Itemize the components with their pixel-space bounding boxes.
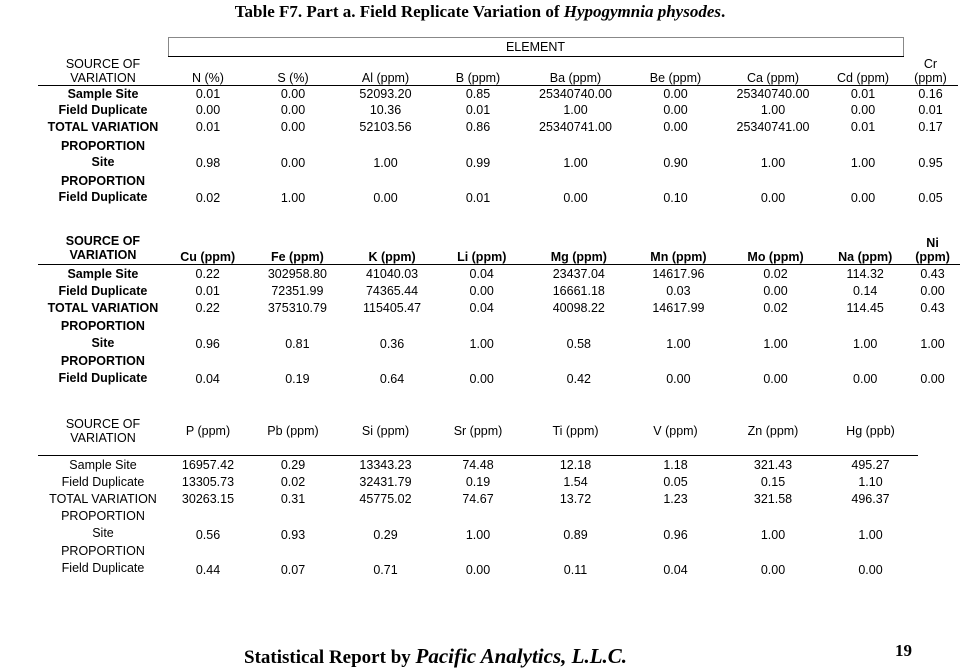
- row-label: Field Duplicate: [58, 283, 148, 298]
- table-cell: 1.00: [760, 103, 786, 118]
- table-cell: 0.14: [853, 283, 878, 298]
- table-cell: 1.00: [373, 156, 398, 170]
- table-cell: 0.01: [195, 86, 221, 101]
- column-header: Ba (ppm): [523, 57, 628, 86]
- table-cell: 0.00: [280, 119, 306, 134]
- column-header: Pb (ppm): [248, 407, 338, 456]
- table-cell: 0.11: [563, 563, 588, 577]
- table-cell: 1.54: [563, 474, 588, 489]
- table-row: [38, 135, 958, 170]
- table-cell: 45775.02: [359, 491, 412, 506]
- table-cell: 0.56: [195, 528, 221, 542]
- table-cell: 0.04: [469, 266, 494, 281]
- table-cell: 0.43: [920, 266, 945, 281]
- table-cell: 0.04: [469, 300, 494, 315]
- table-cell: 0.00: [280, 86, 306, 101]
- column-header: B (ppm): [433, 57, 523, 86]
- row-label: PROPORTION Field Duplicate: [58, 354, 148, 385]
- table-cell: 0.00: [280, 103, 306, 118]
- table-cell: 0.16: [918, 86, 943, 101]
- table-cell: 0.01: [465, 103, 491, 118]
- table-cell: 1.00: [469, 337, 494, 351]
- table-cell: 1.00: [563, 156, 588, 170]
- table-row: [38, 542, 918, 577]
- table-cell: 0.00: [760, 191, 786, 205]
- table-cell: 0.03: [666, 283, 691, 298]
- table-cell: 0.01: [195, 283, 220, 298]
- table-cell: 0.02: [763, 300, 788, 315]
- table-cell: 0.01: [850, 119, 876, 134]
- table-cell: 0.10: [663, 191, 688, 205]
- row-label: PROPORTION Site: [61, 509, 145, 540]
- table-cell: 1.00: [666, 337, 691, 351]
- table-cell: 0.99: [465, 156, 491, 170]
- table-cell: 13343.23: [359, 457, 412, 472]
- row-label: Sample Site: [67, 266, 139, 281]
- table-cell: 0.85: [465, 86, 491, 101]
- table-cell: 41040.03: [365, 266, 419, 281]
- column-header: N (%): [168, 57, 248, 86]
- table-cell: 0.05: [663, 474, 688, 489]
- element-group-header: ELEMENT: [168, 38, 903, 57]
- column-header: Al (ppm): [338, 57, 433, 86]
- column-header: Fe (ppm): [248, 232, 348, 265]
- table-cell: 496.37: [851, 491, 890, 506]
- table-row: [38, 490, 918, 507]
- table-cell: 14617.99: [652, 300, 705, 315]
- table-element-variation-2: [38, 232, 960, 386]
- table-cell: 52103.56: [359, 119, 412, 134]
- column-header: Li (ppm): [437, 232, 527, 265]
- table-row: [38, 473, 918, 490]
- column-header: Cr (ppm): [903, 57, 958, 86]
- table-cell: 0.01: [465, 191, 491, 205]
- table-cell: 52093.20: [359, 86, 412, 101]
- table-cell: 1.00: [920, 337, 945, 351]
- table-cell: 0.01: [195, 119, 221, 134]
- column-header: Mo (ppm): [726, 232, 826, 265]
- table-cell: 0.29: [373, 528, 398, 542]
- table-row: [38, 351, 960, 386]
- table-cell: 321.43: [753, 457, 793, 472]
- table-cell: 0.02: [280, 474, 306, 489]
- table-row: [38, 85, 958, 102]
- table-cell: 25340741.00: [736, 119, 810, 134]
- table-cell: 0.00: [469, 283, 494, 298]
- table-cell: 32431.79: [359, 474, 412, 489]
- column-header: Ti (ppm): [523, 407, 628, 456]
- page-title: Table F7. Part a. Field Replicate Variation of Hypogymnia physodes.: [234, 2, 726, 21]
- column-header: Sr (ppm): [433, 407, 523, 456]
- table-cell: 1.23: [663, 491, 688, 506]
- table-cell: 0.15: [760, 474, 786, 489]
- table-cell: 0.00: [663, 103, 688, 118]
- table-cell: 321.58: [753, 491, 793, 506]
- table-cell: 0.86: [465, 119, 491, 134]
- table-cell: 13.72: [559, 491, 592, 506]
- table-cell: 1.00: [280, 191, 306, 205]
- table-cell: 0.22: [195, 300, 220, 315]
- table-cell: 0.00: [858, 563, 883, 577]
- table-cell: 0.31: [280, 491, 306, 506]
- column-header: Mn (ppm): [631, 232, 726, 265]
- column-header: Mg (ppm): [527, 232, 632, 265]
- column-header: Si (ppm): [338, 407, 433, 456]
- table-cell: 302958.80: [267, 266, 327, 281]
- column-header: Cd (ppm): [823, 57, 903, 86]
- table-cell: 0.17: [918, 119, 943, 134]
- row-label: PROPORTION Field Duplicate: [61, 544, 145, 575]
- table1-body: [38, 85, 958, 205]
- table3-body: [38, 456, 918, 578]
- table-cell: 1.00: [465, 528, 491, 542]
- table-element-variation-1: [38, 37, 958, 205]
- table-cell: 0.81: [285, 337, 310, 351]
- table-cell: 0.05: [918, 191, 943, 205]
- column-header: Be (ppm): [628, 57, 723, 86]
- table-cell: 0.71: [373, 563, 398, 577]
- table-cell: 1.00: [850, 156, 876, 170]
- table-cell: 0.00: [373, 191, 398, 205]
- table-cell: 0.07: [280, 563, 306, 577]
- table-cell: 74365.44: [365, 283, 419, 298]
- row-label: PROPORTION Site: [60, 319, 145, 350]
- table-cell: 0.00: [563, 191, 588, 205]
- column-header: S (%): [248, 57, 338, 86]
- table-element-variation-3: [38, 407, 918, 577]
- table-cell: 0.42: [566, 372, 591, 386]
- table-cell: 0.00: [763, 283, 788, 298]
- table-cell: 0.02: [195, 191, 221, 205]
- page-number: 19: [895, 641, 912, 660]
- table-cell: 25340741.00: [539, 119, 612, 134]
- table-cell: 0.93: [280, 528, 306, 542]
- table-cell: 0.00: [663, 119, 688, 134]
- column-header: Cu (ppm): [168, 232, 248, 265]
- source-of-variation-header: SOURCE OF VARIATION: [38, 57, 168, 86]
- table-cell: 0.00: [663, 86, 688, 101]
- table-cell: 0.04: [195, 372, 220, 386]
- table-cell: 0.22: [195, 266, 220, 281]
- table-cell: 0.00: [666, 372, 691, 386]
- table-cell: 0.00: [850, 191, 876, 205]
- row-label: TOTAL VARIATION: [47, 300, 159, 315]
- table-cell: 0.43: [920, 300, 945, 315]
- table-cell: 12.18: [559, 457, 592, 472]
- table-cell: 14617.96: [652, 266, 705, 281]
- table-cell: 0.58: [566, 337, 591, 351]
- table-cell: 0.36: [379, 337, 405, 351]
- table-cell: 0.04: [663, 563, 688, 577]
- table-cell: 495.27: [851, 457, 890, 472]
- table-cell: 16957.42: [181, 457, 235, 472]
- row-label: TOTAL VARIATION: [49, 491, 157, 506]
- table-cell: 25340740.00: [736, 86, 810, 101]
- table-cell: 1.18: [663, 457, 688, 472]
- footer: Statistical Report by Pacific Analytics, L.L.C.: [244, 644, 628, 668]
- column-header: Hg (ppb): [823, 407, 918, 456]
- table-row: [38, 102, 958, 119]
- row-label: PROPORTION Site: [60, 139, 146, 169]
- table2-body: [38, 265, 960, 387]
- table-cell: 30263.15: [181, 491, 235, 506]
- table-cell: 0.01: [850, 86, 876, 101]
- column-header: Zn (ppm): [723, 407, 823, 456]
- company-brand: Pacific Analytics, L.L.C.: [415, 644, 628, 668]
- table-cell: 1.00: [858, 528, 883, 542]
- table-cell: 0.29: [280, 457, 306, 472]
- table-cell: 0.64: [379, 372, 405, 386]
- table-cell: 0.96: [195, 337, 220, 351]
- table-cell: 1.00: [760, 156, 786, 170]
- row-label: Field Duplicate: [61, 474, 145, 489]
- column-header: Ni (ppm): [905, 232, 960, 265]
- table-cell: 114.32: [846, 266, 884, 281]
- table-cell: 0.00: [920, 283, 945, 298]
- table-cell: 0.96: [663, 528, 688, 542]
- table-cell: 0.01: [918, 103, 943, 118]
- table-cell: 0.00: [195, 103, 221, 118]
- table-cell: 0.19: [285, 372, 310, 386]
- table-cell: 0.00: [920, 372, 945, 386]
- column-header: P (ppm): [168, 407, 248, 456]
- table-cell: 13305.73: [181, 474, 235, 489]
- table-row: [38, 299, 960, 316]
- table-cell: 0.00: [760, 563, 786, 577]
- table-cell: 1.10: [858, 474, 883, 489]
- source-of-variation-header: SOURCE OF VARIATION: [38, 407, 168, 456]
- table-cell: 0.00: [853, 372, 878, 386]
- table-cell: 74.48: [462, 457, 494, 472]
- table-row: [38, 170, 958, 205]
- table-cell: 23437.04: [552, 266, 605, 281]
- table-row: [38, 316, 960, 351]
- table-row: [38, 119, 958, 136]
- row-label: PROPORTION Field Duplicate: [58, 174, 148, 204]
- table-cell: 25340740.00: [539, 86, 612, 101]
- table-cell: 1.00: [563, 103, 588, 118]
- table-cell: 114.45: [846, 300, 884, 315]
- table-cell: 1.00: [760, 528, 786, 542]
- column-header: Ca (ppm): [723, 57, 823, 86]
- table-cell: 10.36: [369, 103, 402, 118]
- table-cell: 1.00: [853, 337, 878, 351]
- table-cell: 0.00: [469, 372, 494, 386]
- table-row: [38, 456, 918, 474]
- table-cell: 0.00: [763, 372, 788, 386]
- table-cell: 0.44: [195, 563, 221, 577]
- table-cell: 0.95: [918, 156, 943, 170]
- table-row: [38, 265, 960, 283]
- table-cell: 0.00: [465, 563, 491, 577]
- table-cell: 0.02: [763, 266, 788, 281]
- table-cell: 0.19: [465, 474, 491, 489]
- table-cell: 0.00: [850, 103, 876, 118]
- table-cell: 40098.22: [552, 300, 605, 315]
- table-cell: 72351.99: [271, 283, 324, 298]
- table-cell: 115405.47: [362, 300, 422, 315]
- column-header: V (ppm): [628, 407, 723, 456]
- row-label: Sample Site: [67, 86, 139, 101]
- table-cell: 0.90: [663, 156, 688, 170]
- table-row: [38, 507, 918, 542]
- row-label: Field Duplicate: [58, 103, 148, 118]
- table-row: [38, 282, 960, 299]
- source-of-variation-header: SOURCE OF VARIATION: [38, 232, 168, 265]
- column-header: Na (ppm): [825, 232, 905, 265]
- table-cell: 16661.18: [552, 283, 605, 298]
- table-cell: 0.98: [195, 156, 221, 170]
- table-cell: 0.00: [280, 156, 306, 170]
- column-header: K (ppm): [347, 232, 437, 265]
- table-cell: 375310.79: [267, 300, 327, 315]
- table-cell: 1.00: [763, 337, 788, 351]
- table-cell: 0.89: [563, 528, 588, 542]
- row-label: Sample Site: [69, 457, 137, 472]
- table-cell: 74.67: [462, 491, 494, 506]
- row-label: TOTAL VARIATION: [47, 119, 159, 134]
